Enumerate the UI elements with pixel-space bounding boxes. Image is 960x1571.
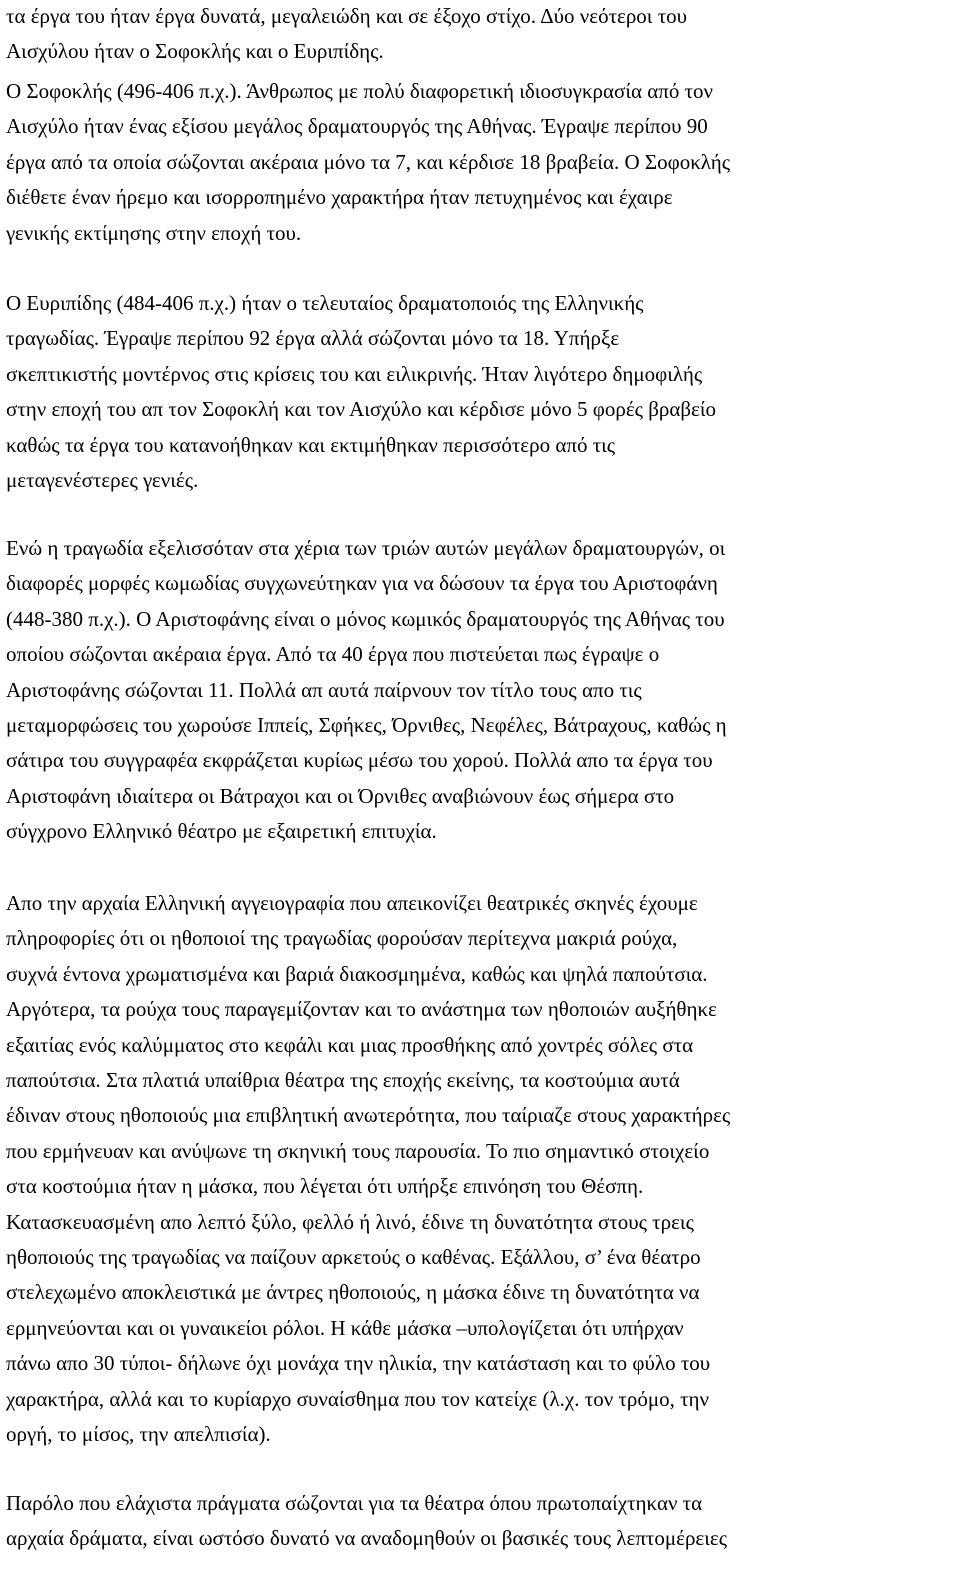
text-line: μεταγενέστερες γενιές. xyxy=(6,468,199,492)
text-line: σκεπτικιστής μοντέρνος στις κρίσεις του και ειλικρινής. Ήταν λιγότερο δημοφιλής xyxy=(6,361,703,386)
text-line: Αισχύλου ήταν ο Σοφοκλής και ο Ευριπίδης. xyxy=(6,39,384,64)
text-line: διαφορές μορφές κωμωδίας συγχωνεύτηκαν για να δώσουν τα έργα του Αριστοφάνη xyxy=(6,571,718,596)
text-line: Αισχύλο ήταν ένας εξίσου μεγάλος δραματουργός της Αθήνας. Έγραψε περίπου 90 xyxy=(6,114,708,139)
text-line: σύγχρονο Ελληνικό θέατρο με εξαιρετική επιτυχία. xyxy=(6,819,437,844)
text-line: Ο Σοφοκλής (496-406 π.χ.). Άνθρωπος με πολύ διαφορετική ιδιοσυγκρασία από τον xyxy=(6,79,714,103)
text-line: τα έργα του ήταν έργα δυνατά, μεγαλειώδη και σε έξοχο στίχο. Δύο νεότεροι του xyxy=(6,4,688,28)
text-line: διέθετε έναν ήρεμο και ισορροπημένο χαρακτήρα ήταν πετυχημένος και έχαιρε xyxy=(6,185,673,210)
text-line: πάνω απο 30 τύποι- δήλωνε όχι μονάχα την ηλικία, την κατάσταση και το φύλο του xyxy=(6,1351,711,1376)
text-line: Ο Ευριπίδης (484-406 π.χ.) ήταν ο τελευταίος δραματοποιός της Ελληνικής xyxy=(6,291,644,315)
text-line: στελεχωμένο αποκλειστικά με άντρες ηθοποιούς, η μάσκα έδινε τη δυνατότητα να xyxy=(6,1280,700,1305)
text-line: έργα από τα οποία σώζονται ακέραια μόνο τα 7, και κέρδισε 18 βραβεία. Ο Σοφοκλής xyxy=(6,149,731,174)
text-line: Κατασκευασμένη απο λεπτό ξύλο, φελλό ή λινό, έδινε τη δυνατότητα στους τρεις xyxy=(6,1209,694,1234)
text-line: οποίου σώζονται ακέραια έργα. Από τα 40 έργα που πιστεύεται πως έγραψε ο xyxy=(6,642,660,667)
text-line: ηθοποιούς της τραγωδίας να παίζουν αρκετούς ο καθένας. Εξάλλου, σ’ ένα θέατρο xyxy=(6,1245,701,1269)
text-line: μεταμορφώσεις του χωρούσε Ιππείς, Σφήκες, Όρνιθες, Νεφέλες, Βάτραχους, καθώς η xyxy=(6,713,727,737)
text-line: αρχαία δράματα, είναι ωστόσο δυνατό να αναδομηθούν οι βασικές τους λεπτομέρειες xyxy=(6,1526,728,1551)
text-line: εξαιτίας ενός καλύμματος στο κεφάλι και μιας προσθήκης από χοντρές σόλες στα xyxy=(6,1032,694,1057)
text-line: σάτιρα του συγγραφέα εκφράζεται κυρίως μέσω του χορού. Πολλά απο τα έργα του xyxy=(6,748,713,773)
text-line: παπούτσια. Στα πλατιά υπαίθρια θέατρα της εποχής εκείνης, τα κοστούμια αυτά xyxy=(6,1068,680,1092)
text-line: Παρόλο που ελάχιστα πράγματα σώζονται για τα θέατρα όπου πρωτοπαίχτηκαν τα xyxy=(6,1491,703,1515)
text-line: γενικής εκτίμησης στην εποχή του. xyxy=(6,220,302,245)
text-line: που ερμήνευαν και ανύψωνε τη σκηνική τους παρουσία. Το πιο σημαντικό στοιχείο xyxy=(6,1138,710,1163)
text-line: πληροφορίες ότι οι ηθοποιοί της τραγωδίας φορούσαν περίτεχνα μακριά ρούχα, xyxy=(6,926,678,951)
text-line: Ενώ η τραγωδία εξελισσόταν στα χέρια των τριών αυτών μεγάλων δραματουργών, οι xyxy=(6,536,726,560)
text-line: Αριστοφάνη ιδιαίτερα οι Βάτραχοι και οι Όρνιθες αναβιώνουν έως σήμερα στο xyxy=(6,783,675,808)
text-line: στην εποχή του απ τον Σοφοκλή και τον Αισχύλο και κέρδισε μόνο 5 φορές βραβείο xyxy=(6,397,717,422)
text-line: τραγωδίας. Έγραψε περίπου 92 έργα αλλά σώζονται μόνο τα 18. Υπήρξε xyxy=(6,326,620,351)
text-line: συχνά έντονα χρωματισμένα και βαριά διακοσμημένα, καθώς και ψηλά παπούτσια. xyxy=(6,961,708,986)
text-line: χαρακτήρα, αλλά και το κυρίαρχο συναίσθημα που τον κατείχε (λ.χ. τον τρόμο, την xyxy=(6,1386,710,1411)
text-line: ερμηνεύονται και οι γυναικείοι ρόλοι. Η κάθε μάσκα –υπολογίζεται ότι υπήρχαν xyxy=(6,1315,684,1340)
text-line: Αργότερα, τα ρούχα τους παραγεμίζονταν και το ανάστημα των ηθοποιών αυξήθηκε xyxy=(6,997,717,1022)
text-line: (448-380 π.χ.). Ο Αριστοφάνης είναι ο μόνος κωμικός δραματουργός της Αθήνας του xyxy=(6,606,725,631)
text-line: έδιναν στους ηθοποιούς μια επιβλητική ανωτερότητα, που ταίριαζε στους χαρακτήρες xyxy=(6,1103,731,1128)
text-line: καθώς τα έργα του κατανοήθηκαν και εκτιμήθηκαν περισσότερο από τις xyxy=(6,432,616,457)
text-line: Αριστοφάνης σώζονται 11. Πολλά απ αυτά παίρνουν τον τίτλο τους απο τις xyxy=(6,677,642,702)
text-line: Απο την αρχαία Ελληνική αγγειογραφία που απεικονίζει θεατρικές σκηνές έχουμε xyxy=(6,891,698,915)
text-line: οργή, το μίσος, την απελπισία). xyxy=(6,1422,271,1446)
text-line: στα κοστούμια ήταν η μάσκα, που λέγεται ότι υπήρξε επινόηση του Θέσπη. xyxy=(6,1174,644,1199)
